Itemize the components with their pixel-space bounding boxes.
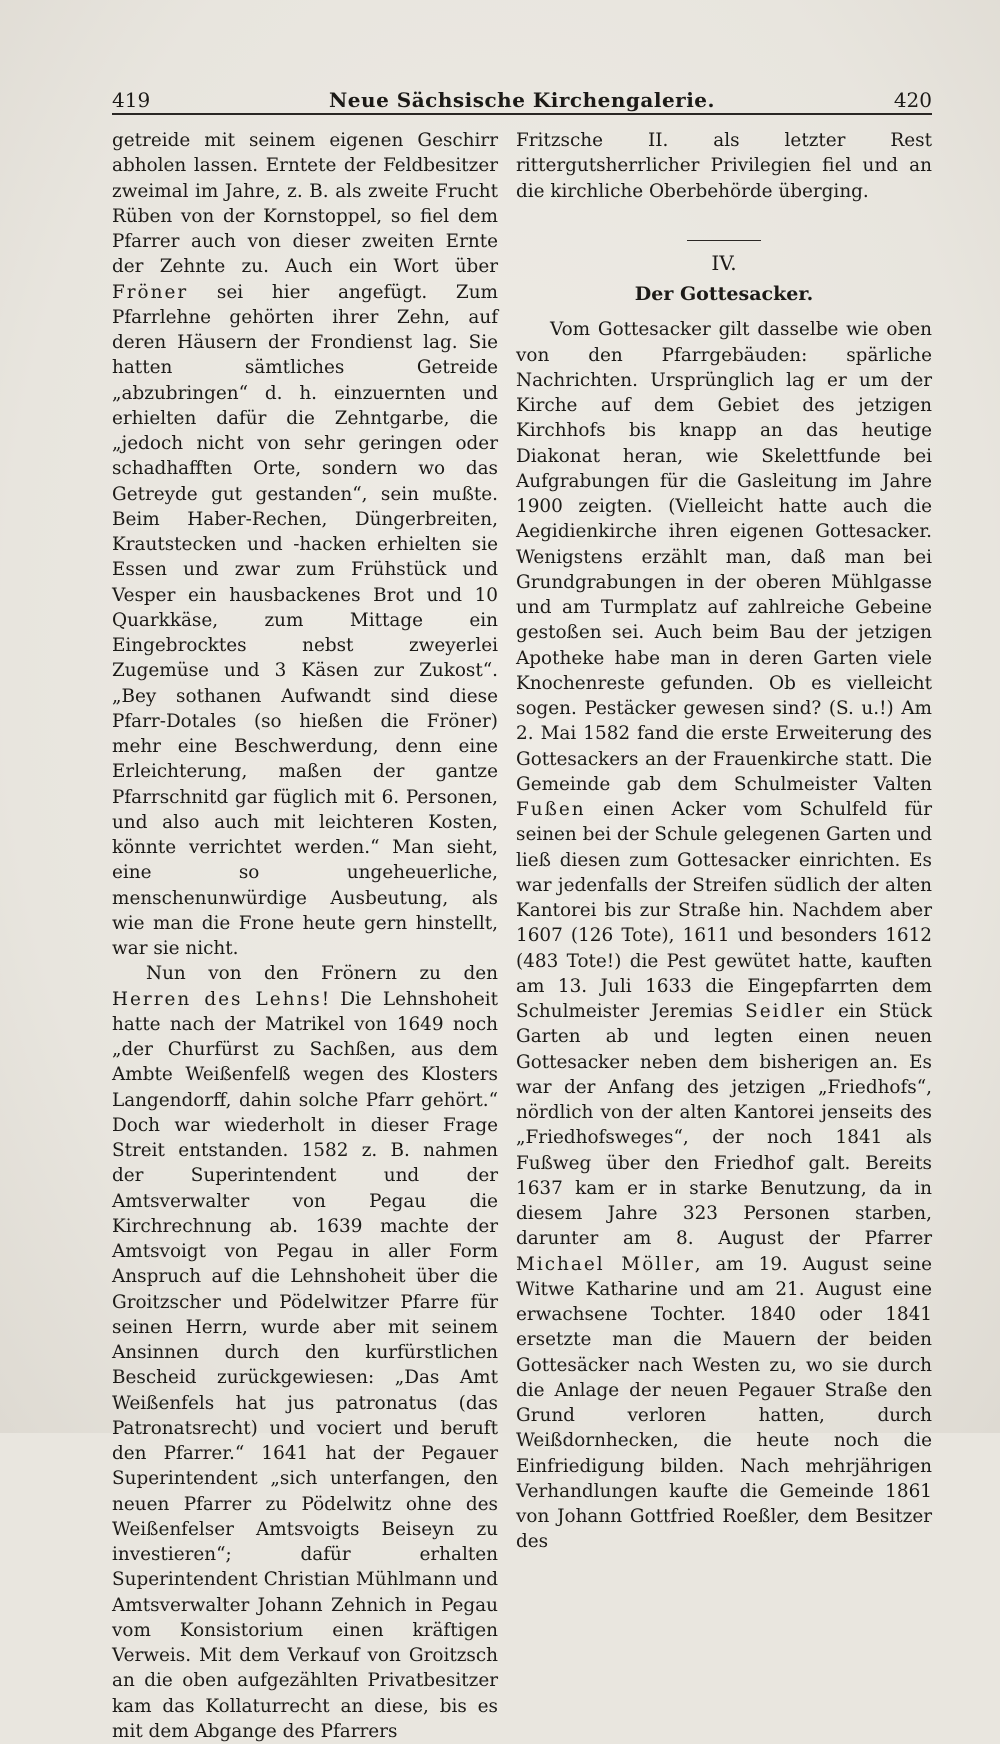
running-title: Neue Sächsische Kirchengalerie. [329, 88, 715, 112]
text-run: Vom Gottesacker gilt dasselbe wie oben von den Pfarrgebäuden: spärliche Nachrichten. Ursprünglich lag er um der Kirche auf dem Gebiet des jetzigen Kirchhofs bis knapp an das heutige Diakonat heran, wie Skelettfunde bei Aufgrabungen für die Gasleitung im Jahre 1900 zeigten. (Vielleicht hatte auch die Aegidienkirche ihren eigenen Gottesacker. Wenigstens erzählt man, daß man bei Grundgrabungen in der oberen Mühlgasse und am Turmplatz auf zahlreiche Gebeine gestoßen sei. Auch beim Bau der jetzigen Apotheke habe man in deren Garten viele Knochenreste gefunden. Ob es vielleicht sogen. Pestäcker gewesen sind? (S. u.!) Am 2. Mai 1582 fand die erste Erweiterung des Gottesackers an der Frauenkirche statt. Die Gemeinde gab dem Schulmeister Valten [516, 319, 932, 795]
person-name: Johann Gottfried Roeßler [557, 1506, 794, 1527]
paragraph [112, 128, 498, 961]
right-column [516, 128, 932, 1555]
emphasis: Fröner [112, 281, 189, 303]
emphasis: Seidler [745, 1001, 826, 1022]
paragraph [516, 317, 932, 1554]
paragraph [516, 128, 932, 204]
page-header [112, 86, 932, 116]
text-run: ein Stück Garten ab und legten einen neuen Gottesacker neben dem bisherigen an. Es war der Anfang des jetzigen „Friedhofs“, nördlich von der alten Kantorei jenseits des „Friedhofsweges“, der noch 1841 als Fußweg über den Friedhof galt. Bereits 1637 kam er in starke Benutzung, da in diesem Jahre 323 Personen starben, darunter am 8. August der Pfarrer [516, 1001, 932, 1250]
text-run: , am 19. August seine Witwe Katharine und am 21. August eine erwachsene Tochter. 1840 oder 1841 ersetzte man die Mauern der beiden Gottesäcker nach Westen zu, wo sie durch die Anlage der neuen Pegauer Straße den Grund verloren hatten, durch Weißdornhecken, die heute noch die Einfriedigung bilden. Nach mehrjährigen Verhandlungen kaufte die Gemeinde 1861 von [516, 1253, 932, 1527]
page-number-right: 420 [893, 88, 932, 112]
emphasis: Herren des Lehns [112, 988, 322, 1010]
text-run: Fritzsche II. als letzter Rest rittergutsherrlicher Privilegien fiel und an die kirchliche Oberbehörde überging. [516, 130, 932, 202]
emphasis: Michael Möller [516, 1253, 695, 1275]
text-run: getreide mit seinem eigenen Geschirr abholen lassen. Erntete der Feldbesitzer zweimal im Jahre, z. B. als zweite Frucht Rüben von der Kornstoppel, so fiel dem Pfarrer auch von dieser zweiten Ernte der Zehnte zu. Auch ein Wort über [112, 130, 498, 278]
text-run: Nun von den Frönern zu den [146, 963, 498, 985]
text-run: ! Die Lehnshoheit hatte nach der Matrikel von 1649 noch „der Churfürst zu Sachßen, aus dem Ambte Weißenfelß wegen des Klosters Langendorff, dahin solche Pfarr gehört.“ Doch war wiederholt in dieser Frage Streit entstanden. 1582 z. B. nahmen der Superintendent und der Amtsverwalter von Pegau die Kirchrechnung ab. 1639 machte der Amtsvoigt von Pegau in aller Form Anspruch auf die Lehnshoheit über die Groitzscher und Pödelwitzer Pfarre für seinen Herrn, wurde aber mit seinem Ansinnen durch den kurfürstlichen Bescheid zurückgewiesen: „Das Amt Weißenfels hat jus patronatus (das Patronatsrecht) und vociert und beruft den Pfarrer.“ 1641 hat der Pegauer Superintendent „sich unterfangen, den neuen Pfarrer zu Pödelwitz ohne des Weißenfelser Amtsvoigts Beiseyn zu investieren“; dafür erhalten Superintendent Christian Mühlmann und Amtsverwalter Johann Zehnich in Pegau vom Konsistorium einen kräftigen Verweis. Mit dem Verkauf von Groitzsch an die oben aufgezählten Privatbesitzer kam das Kollaturrecht an diese, bis es mit dem Abgange des Pfarrers [112, 988, 498, 1742]
text-run: sei hier angefügt. Zum Pfarrlehne gehörten ihrer Zehn, auf deren Häusern der Frondienst lag. Sie hatten sämtliches Getreide „abzubringen“ d. h. einzuernten und erhielten dafür die Zehntgarbe, die „jedoch nicht von sehr geringen oder schadhafften Orte, sondern wo das Getreyde gut gestanden“, sein mußte. Beim Haber-Rechen, Düngerbreiten, Krautstecken und -hacken erhielten sie Essen und zwar zum Frühstück und Vesper ein hausbackenes Brot und 10 Quarkkäse, zum Mittage ein Eingebrocktes nebst zweyerlei Zugemüse und 3 Käsen zur Zukost“. „Bey sothanen Aufwandt sind diese Pfarr-Dotales (so hießen die Fröner) mehr eine Beschwerdung, denn eine Erleichterung, maßen der gantze Pfarrschnitd gar füglich mit 6. Personen, und also auch mit leichteren Kosten, könnte verrichtet werden.“ Man sieht, eine so ungeheuerliche, menschenunwürdige Ausbeutung, als wie man die Frone heute gern hinstellt, war sie nicht. [112, 281, 498, 959]
header-rule [112, 113, 932, 115]
left-column [112, 128, 498, 1744]
emphasis: Fußen [516, 799, 586, 820]
text-run: , dem Besitzer des [516, 1506, 933, 1553]
text-run: einen Acker vom Schulfeld für seinen bei der Schule gelegenen Garten und ließ diesen zum Gottesacker einrichten. Es war jedenfalls der Streifen südlich der alten Kantorei bis zur Straße hin. Nachdem aber 1607 (126 Tote), 1611 und besonders 1612 (483 Tote!) die Pest gewütet hatte, kauften am 13. Juli 1633 die Eingepfarrten dem Schulmeister Jeremias [516, 799, 932, 1022]
paragraph [112, 961, 498, 1744]
page-number-left: 419 [112, 88, 151, 112]
section-heading: Der Gottesacker. [634, 283, 814, 305]
section-number: IV. [711, 250, 737, 275]
section-divider [687, 240, 761, 241]
